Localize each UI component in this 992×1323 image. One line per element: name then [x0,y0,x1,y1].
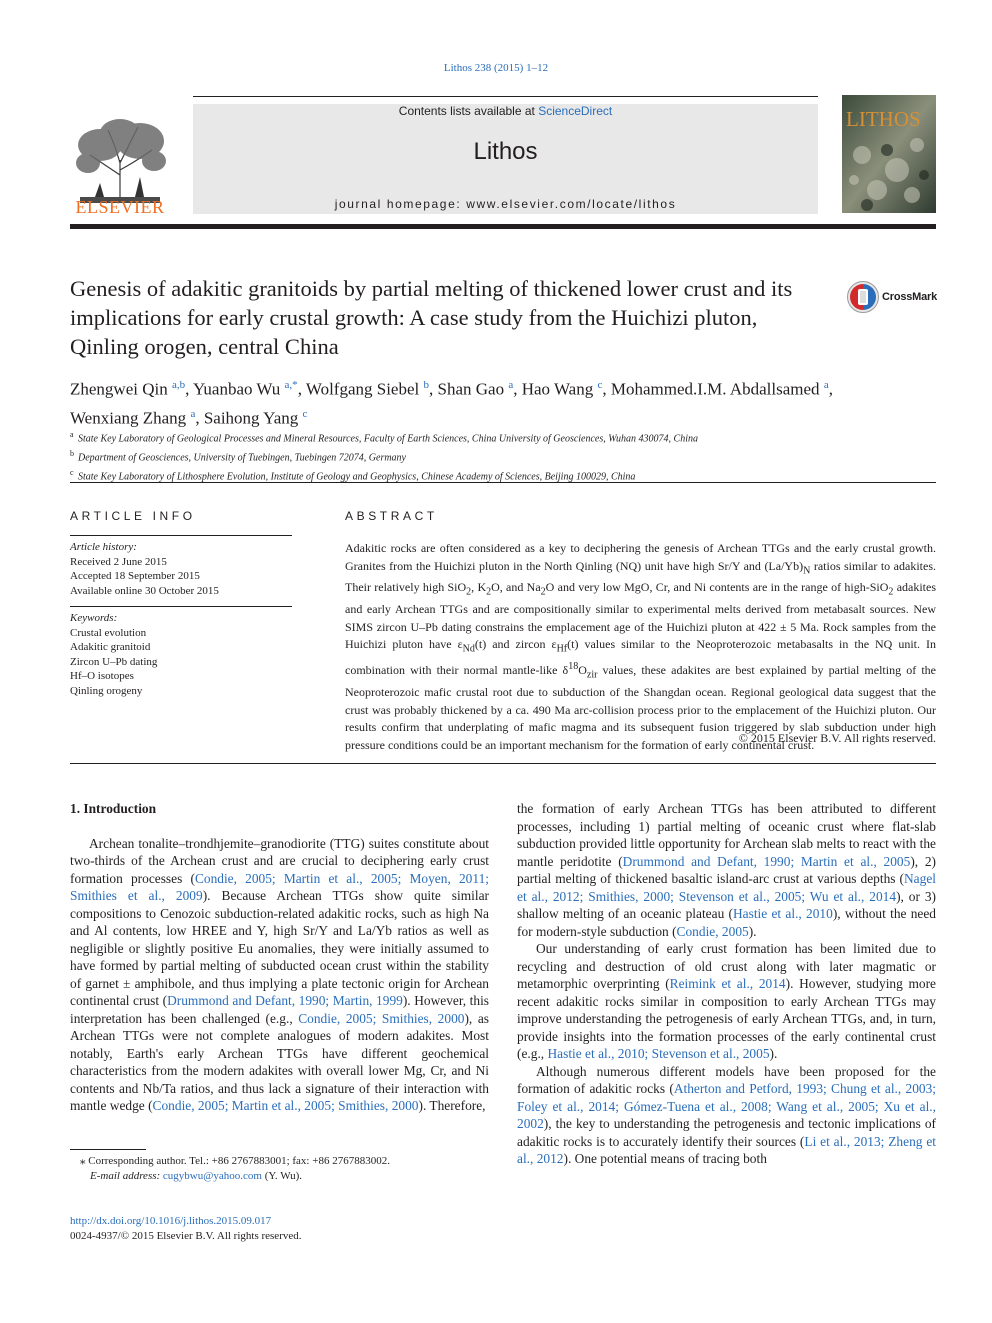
author-affiliation-mark[interactable]: a [190,407,196,420]
journal-name: Lithos [473,138,538,165]
intro-paragraph-1-cont: the formation of early Archean TTGs has been attributed to different processes, including 1) partial melting of oceanic crust where flat-slab subduction provided little opportunity for Archean slab melts to react with the mantle peridotite (Drummond and Defant, 1990; Martin et al., 2005), 2) partial melting of thickened basaltic island-arc crust at various depths (Nagel et al., 2012; Smithies, 2000; Stevenson et al., 2005; Wu et al., 2014), or 3) shallow melting of an oceanic plateau (Hastie et al., 2010), without the need for modern-style subduction (Condie, 2005). [517,801,937,939]
history-online: Available online 30 October 2015 [70,584,219,597]
keyword: Hf–O isotopes [70,670,134,682]
keywords-label: Keywords: [70,612,118,624]
cover-title: LITHOS [846,107,921,131]
author-affiliation-mark[interactable]: b [423,379,429,391]
email-link[interactable]: cugybwu@yahoo.com [162,1169,262,1182]
affiliation-mark: b [70,448,74,458]
keywords [70,611,292,698]
crossmark-label[interactable]: CrossMark [882,291,938,303]
intro-paragraph-3: Although numerous different models have been proposed for the formation of adakitic rocks (Atherton and Petford, 1993; Chung et al., 2003; Foley et al., 2014; Gómez-Tuena et al., 2008; Wang et al., 2005; Xu et al., 2002), the key to understanding the petrogenesis and tectonic implications of adakitic rocks is to accurately identify their sources (Li et al., 2013; Zheng et al., 2012). One potential means of tracing both [517,1063,936,1166]
keyword: Adakitic granitoid [70,641,151,653]
author-affiliation-mark[interactable]: a,* [284,379,298,391]
author-name: Zhengwei Qin [70,379,172,399]
keyword: Qinling orogeny [70,684,143,697]
intro-paragraph-1: Archean tonalite–trondhjemite–granodiorite (TTG) suites constitute about two-thirds of the Archean crust and are crucial to deciphering early crust formation processes (Condie, 2005; Martin et al., 2005; Moyen, 2011; Smithies et al., 2009). Because Archean TTGs show quite similar compositions to Cenozoic subduction-related adakitic rocks, such as high Na and Al contents, low HREE and Y, high Sr/Y and La/Yb ratios as well as negligible or slightly positive Eu anomalies, they were initially assumed to have formed by partial melting of subducted ocean crust within the stability of garnet ± amphibole, and thus implying a plate tectonic origin for Archean continental crust (Drummond and Defant, 1990; Martin, 1999). However, this interpretation has been challenged (e.g., Condie, 2005; Smithies, 2000), as Archean TTGs were not complete analogues of modern adakites. Most notably, Earth's early Archean TTGs have different geochemical characteristics from the modern adakites with overall lower Mg, Cr, and Ni contents and Nb/Ta ratios, and thus lack a signature of their interaction with mantle wedge (Condie, 2005; Martin et al., 2005; Smithies, 2000). Therefore, [70,835,490,1113]
article-info-rule [70,535,292,536]
author-affiliation-mark[interactable]: a [823,379,829,391]
article-info-heading: ARTICLE INFO [70,509,196,523]
affiliation-mark: c [70,467,74,477]
author-affiliation-mark[interactable]: c [302,407,308,420]
elsevier-wordmark: ELSEVIER [75,197,165,217]
affiliations-rule [70,482,936,483]
author-separator: , [828,379,833,399]
history-accepted: Accepted 18 September 2015 [70,570,200,582]
crossmark-icon[interactable] [846,280,880,314]
author-name: Mohammed.I.M. Abdallsamed [610,379,824,399]
author-separator: , [297,379,306,399]
footnote-contact: Corresponding author. Tel.: +86 2767883001; fax: +86 2767883002. [88,1155,390,1167]
abstract-heading: ABSTRACT [345,509,438,523]
doi-link[interactable]: http://dx.doi.org/10.1016/j.lithos.2015.09.017 [70,1215,272,1227]
author-name: Wolfgang Siebel [305,379,424,399]
footnote-rule [70,1149,146,1150]
sciencedirect-link[interactable]: ScienceDirect [538,104,613,118]
affiliation-text: State Key Laboratory of Lithosphere Evolution, Institute of Geology and Geophysics, Chinese Academy of Sciences, Beijing 100029, China [78,470,636,482]
intro-paragraph-2: Our understanding of early crust formation has been limited due to recycling and destruction of old crust along with later magmatic or metamorphic overprinting (Reimink et al., 2014). However, studying more recent adakitic rocks similar in composition to early Archean TTGs may improve understanding the petrogenesis of early Archean TTGs, and, in turn, provide insights into the formation processes of the early continental crust (e.g., Hastie et al., 2010; Stevenson et al., 2005). [517,941,936,1061]
email-label: E-mail address: [90,1169,163,1182]
abstract-copyright: © 2015 Elsevier B.V. All rights reserved. [738,731,936,745]
affiliation-list [70,428,940,484]
author-separator: , [429,379,438,399]
article-title: Genesis of adakitic granitoids by partial melting of thickened lower crust and its implications for early crustal growth: A case study from the Huichizi pluton, Qinling orogen, central China [70,276,793,359]
footnote-star: ⁎ [80,1155,89,1167]
author-list [70,373,940,430]
author-separator: , [195,408,204,428]
journal-homepage[interactable]: journal homepage: www.elsevier.com/locate/lithos [334,197,677,211]
body-column-left [70,800,489,1115]
author-name: Saihong Yang [203,408,303,428]
history-received: Received 2 June 2015 [70,555,167,568]
issn-copyright: 0024-4937/© 2015 Elsevier B.V. All rights reserved. [70,1230,302,1242]
affiliation-item [70,428,940,447]
author-affiliation-mark[interactable]: a [508,379,514,391]
keywords-rule [70,606,292,607]
keyword: Crustal evolution [70,626,147,639]
author-affiliation-mark[interactable]: c [597,379,603,391]
affiliation-text: State Key Laboratory of Geological Processes and Mineral Resources, Faculty of Earth Sciences, China University of Geosciences, Wuhan 430074, China [78,433,698,445]
body-column-right [517,800,936,1168]
author-name: Hao Wang [521,379,598,399]
contents-prefix: Contents lists available at [398,104,539,118]
author-separator: , [602,379,611,399]
corresponding-author-footnote [70,1154,489,1183]
article-history-label: Article history: [70,541,137,553]
author-name: Yuanbao Wu [193,379,285,399]
affiliation-mark: a [70,430,74,439]
author-name: Wenxiang Zhang [70,408,191,428]
affiliation-item [70,447,940,466]
contents-available-line [193,104,818,118]
header-top-line [193,96,818,97]
author-name: Shan Gao [437,379,509,399]
author-separator: , [185,379,193,399]
affiliation-text: Department of Geosciences, University of Tuebingen, Tuebingen 72074, Germany [78,452,406,464]
author-affiliation-mark[interactable]: a,b [171,379,186,391]
keyword: Zircon U–Pb dating [70,655,158,668]
email-suffix: (Y. Wu). [261,1169,303,1182]
header-rule [70,224,936,229]
author-separator: , [513,379,522,399]
journal-reference-link[interactable]: Lithos 238 (2015) 1–12 [443,62,549,74]
section-heading-introduction: 1. Introduction [70,801,157,816]
abstract-text: Adakitic rocks are often considered as a key to deciphering the genesis of Archean TTGs and the early crustal growth. Granites from the Huichizi pluton in the North Qinling (NQ) unit have high Sr/Y and $(La/Yb)_N$ ratios similar to adakites. Their relatively high SiO$_2$, $K_2O$, and $Na_2O$ and very low MgO, Cr, and Ni contents are in the range of high-SiO$_2$ adakites and early Archean TTGs and are compositionally similar to experimental melts derived from metabasalt sources. New SIMS zircon U–Pb dating constrains the emplacement age of the Huichizi pluton at 422 ± 5 Ma. Rock samples from the Huichizi pluton have $\varepsilon_{Nd}(t)$ and zircon $\varepsilon_{Hf}(t)$ values similar to the Neoproterozoic metabasalts in the NQ unit. In combination with their normal mantle-like $\delta^{18}O_{zir}$ values, these adakites are best explained by partial melting of the Neoproterozoic mafic crustal root due to subduction of the Shangdan ocean. Regional geological data suggest that the crust was probably thickened by a ca. 490 Ma arc-collision process prior to the emplacement of the Huichizi pluton. Our results confirm that underplating of mafic magma and its subsequent fusion triggered by slab subduction under high pressure conditions could be an important mechanism for the formation of early continental crust. [345,541,937,752]
article-history [70,540,292,598]
abstract-rule [70,763,936,764]
